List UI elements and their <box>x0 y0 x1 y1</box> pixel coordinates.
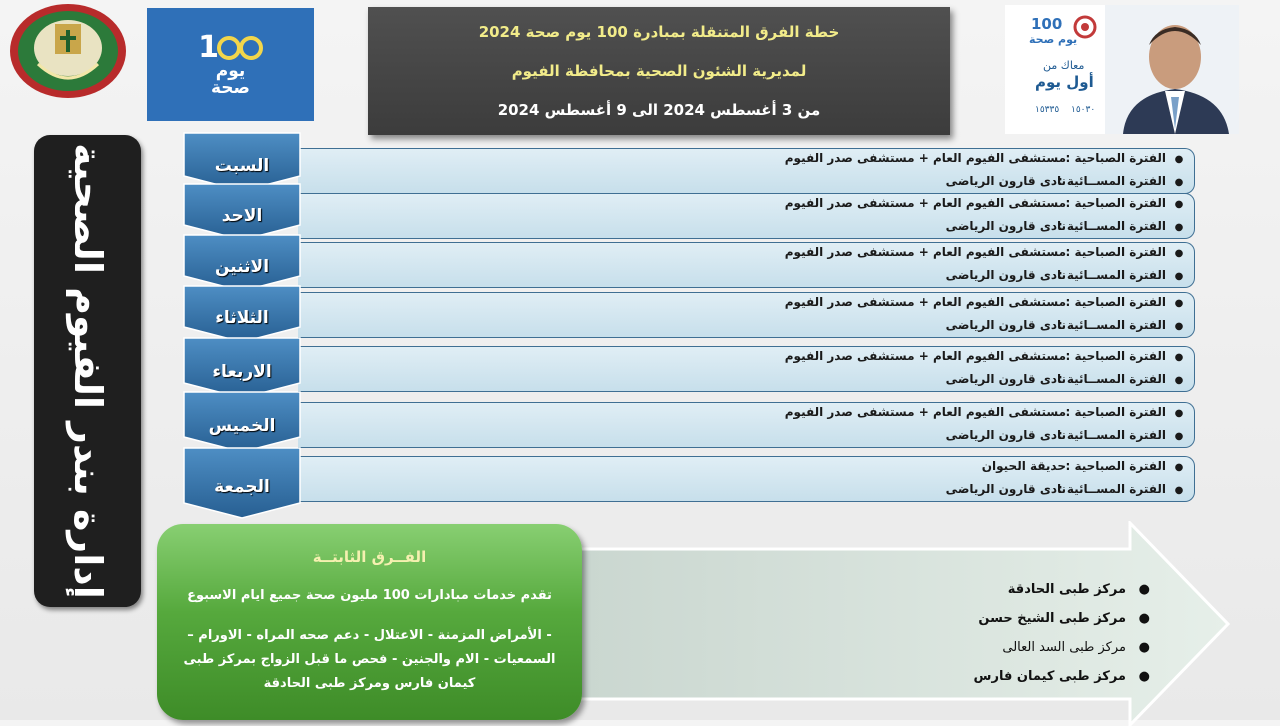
bullet-icon: ● <box>1174 271 1184 282</box>
plan-title-box <box>368 7 950 135</box>
morning-shift-line <box>785 245 1186 259</box>
evening-shift-location: نادى قارون الرياضى <box>945 268 1066 282</box>
bullet-icon: ● <box>1174 248 1184 259</box>
morning-shift-line <box>982 459 1186 473</box>
bullet-icon: ● <box>1174 408 1184 419</box>
morning-shift-label: الفترة الصباحية : <box>1065 405 1166 419</box>
morning-shift-location: حديقة الحيوان <box>981 459 1066 473</box>
evening-shift-line <box>946 372 1186 386</box>
list-item: ●مركز طبى الشيخ حسن <box>978 611 1150 626</box>
evening-shift-location: نادى قارون الرياضى <box>945 219 1066 233</box>
plan-directorate: لمديرية الشئون الصحية بمحافظة الفيوم <box>511 61 807 80</box>
schedule-row <box>298 193 1195 239</box>
schedule-row <box>298 242 1195 288</box>
morning-shift-line <box>785 405 1186 419</box>
poster-slogan-line2: أول يوم <box>1035 73 1094 91</box>
morning-shift-location: مستشفى الفيوم العام + مستشفى صدر الفيوم <box>784 151 1066 165</box>
evening-shift-label: الفترة المســائية : <box>1057 174 1166 188</box>
100-days-health-logo: 1 يوم صحة <box>147 8 314 121</box>
bullet-icon: ● <box>1138 611 1150 626</box>
evening-shift-location: نادى قارون الرياضى <box>945 318 1066 332</box>
list-item: ●مركز طبى الحادقة <box>1007 582 1150 597</box>
bullet-icon: ● <box>1174 199 1184 210</box>
evening-shift-location: نادى قارون الرياضى <box>945 428 1066 442</box>
evening-shift-label: الفترة المســائية : <box>1057 428 1166 442</box>
fixed-teams-title: الفــرق الثابتــة <box>312 548 427 566</box>
bullet-icon: ● <box>1138 640 1150 655</box>
day-chevron <box>183 337 301 399</box>
bullet-icon: ● <box>1174 462 1184 473</box>
day-label: الاثنين <box>214 257 270 277</box>
morning-shift-location: مستشفى الفيوم العام + مستشفى صدر الفيوم <box>784 405 1066 419</box>
morning-shift-line <box>785 295 1186 309</box>
evening-shift-line <box>946 219 1186 233</box>
evening-shift-line <box>946 318 1186 332</box>
evening-shift-line <box>946 482 1186 496</box>
bullet-icon: ● <box>1174 298 1184 309</box>
day-label: الخميس <box>208 416 276 436</box>
evening-shift-location: نادى قارون الرياضى <box>945 372 1066 386</box>
district-name: إدارة بندر الفيوم الصحية <box>65 143 110 599</box>
bullet-icon: ● <box>1174 375 1184 386</box>
district-banner <box>34 135 141 607</box>
fixed-teams-services: - الأمراض المزمنة - الاعتلال - دعم صحه المراه - الاورام – السمعيات - الام والجنين - فحص ما قبل الزواج بمركز طبى كيمان فارس ومركز طبى الحادقة <box>183 628 556 691</box>
poster-logo-number: 100 <box>1031 15 1063 33</box>
day-chevron <box>183 447 301 519</box>
poster-slogan-line1: معاك من <box>1043 59 1085 72</box>
day-chevron <box>183 285 301 343</box>
evening-shift-label: الفترة المســائية : <box>1057 482 1166 496</box>
evening-shift-label: الفترة المســائية : <box>1057 268 1166 282</box>
day-chevron <box>183 183 301 241</box>
schedule-row <box>298 292 1195 338</box>
bullet-icon: ● <box>1174 485 1184 496</box>
plan-date-range: من 3 أغسطس 2024 الى 9 أغسطس 2024 <box>497 100 821 119</box>
evening-shift-label: الفترة المســائية : <box>1057 318 1166 332</box>
day-label: السبت <box>214 156 270 176</box>
evening-shift-location: نادى قارون الرياضى <box>945 482 1066 496</box>
morning-shift-location: مستشفى الفيوم العام + مستشفى صدر الفيوم <box>784 349 1066 363</box>
morning-shift-line <box>785 196 1186 210</box>
campaign-poster <box>1005 5 1239 134</box>
ministry-of-health-logo <box>8 2 128 100</box>
day-chevron <box>183 391 301 453</box>
list-item: ●مركز طبى السد العالى <box>1002 640 1150 655</box>
list-item: ●مركز طبى كيمان فارس <box>973 669 1150 684</box>
bullet-icon: ● <box>1138 669 1150 684</box>
morning-shift-label: الفترة الصباحية : <box>1065 245 1166 259</box>
morning-shift-location: مستشفى الفيوم العام + مستشفى صدر الفيوم <box>784 196 1066 210</box>
bullet-icon: ● <box>1174 177 1184 188</box>
day-label: الاحد <box>221 206 263 226</box>
day-label: الثلاثاء <box>215 308 269 328</box>
poster-logo-text: يوم صحة <box>1029 33 1078 46</box>
morning-shift-location: مستشفى الفيوم العام + مستشفى صدر الفيوم <box>784 245 1066 259</box>
bullet-icon: ● <box>1174 321 1184 332</box>
morning-shift-line <box>785 151 1186 165</box>
morning-shift-location: مستشفى الفيوم العام + مستشفى صدر الفيوم <box>784 295 1066 309</box>
evening-shift-label: الفترة المســائية : <box>1057 219 1166 233</box>
evening-shift-location: نادى قارون الرياضى <box>945 174 1066 188</box>
day-label: الجمعة <box>214 477 270 497</box>
morning-shift-line <box>785 349 1186 363</box>
evening-shift-line <box>946 428 1186 442</box>
fixed-teams-card <box>157 524 582 720</box>
evening-shift-line <box>946 174 1186 188</box>
centers-list <box>940 582 1150 698</box>
bullet-icon: ● <box>1174 352 1184 363</box>
fixed-teams-subtitle: تقدم خدمات مبادارات 100 مليون صحة جميع ايام الاسبوع <box>187 588 552 603</box>
morning-shift-label: الفترة الصباحية : <box>1065 151 1166 165</box>
morning-shift-label: الفترة الصباحية : <box>1065 196 1166 210</box>
evening-shift-label: الفترة المســائية : <box>1057 372 1166 386</box>
morning-shift-label: الفترة الصباحية : <box>1065 295 1166 309</box>
poster-hotline-2: ١٥٠٣٠ <box>1071 105 1096 115</box>
bullet-icon: ● <box>1174 222 1184 233</box>
evening-shift-line <box>946 268 1186 282</box>
bullet-icon: ● <box>1138 582 1150 597</box>
bullet-icon: ● <box>1174 431 1184 442</box>
poster-hotline-1: ١٥٣٣٥ <box>1035 105 1060 115</box>
day-label: الاربعاء <box>212 362 272 382</box>
morning-shift-label: الفترة الصباحية : <box>1065 459 1166 473</box>
day-chevron <box>183 234 301 292</box>
bullet-icon: ● <box>1174 154 1184 165</box>
plan-title: خطة الفرق المتنقلة بمبادرة 100 يوم صحة 2024 <box>478 23 840 42</box>
schedule-row <box>298 456 1195 502</box>
schedule-row <box>298 346 1195 392</box>
morning-shift-label: الفترة الصباحية : <box>1065 349 1166 363</box>
schedule-row <box>298 402 1195 448</box>
schedule-row <box>298 148 1195 194</box>
